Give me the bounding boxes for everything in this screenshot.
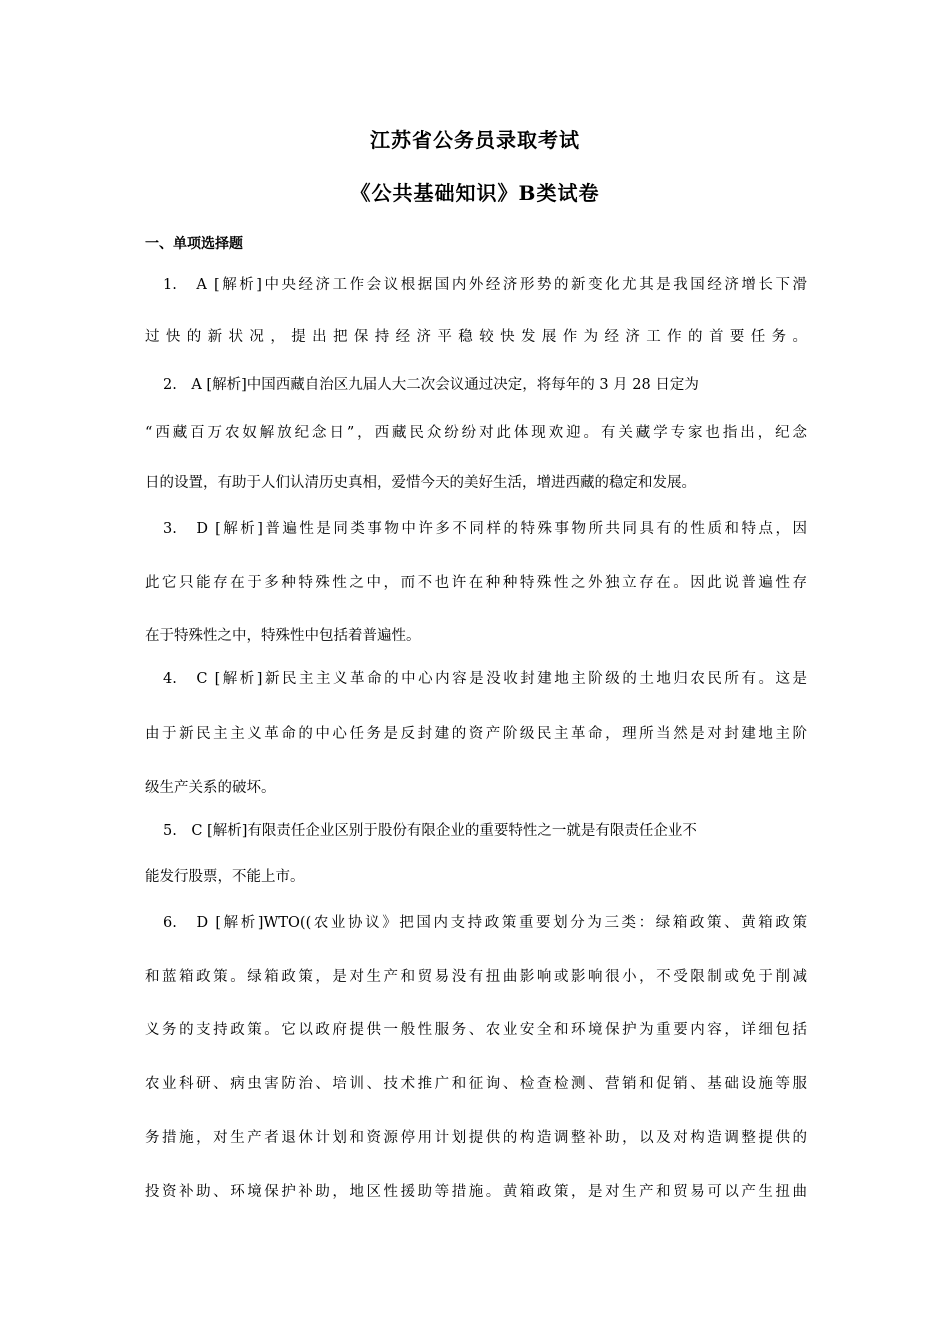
paragraph-line: 务措施，对生产者退休计划和资源停用计划提供的构造调整补助，以及对构造调整提供的 <box>145 1130 807 1146</box>
paragraph-line: 5. C [解析]有限责任企业区别于股份有限企业的重要特性之一就是有限责任企业不 <box>163 823 697 839</box>
paragraph-line: 1. A [解析]中央经济工作会议根据国内外经济形势的新变化尤其是我国经济增长下滑 <box>163 277 807 293</box>
paragraph-line: 3. D [解析]普遍性是同类事物中许多不同样的特殊事物所共同具有的性质和特点，因 <box>163 521 807 537</box>
paragraph-line: 投资补助、环境保护补助，地区性援助等措施。黄箱政策，是对生产和贸易可以产生扭曲 <box>145 1184 807 1200</box>
paragraph-line: 农业科研、病虫害防治、培训、技术推广和征询、检查检测、营销和促销、基础设施等服 <box>145 1076 807 1092</box>
paragraph-line: 2. A [解析]中国西藏自治区九届人大二次会议通过决定，将每年的 3 月 28 日定为 <box>163 377 699 393</box>
paragraph-line: 能发行股票，不能上市。 <box>145 869 305 885</box>
paragraph-line: 义务的支持政策。它以政府提供一般性服务、农业安全和环境保护为重要内容，详细包括 <box>145 1022 807 1038</box>
paragraph-line: 级生产关系的破坏。 <box>145 780 276 796</box>
paragraph-line: 此它只能存在于多种特殊性之中，而不也许在种种特殊性之外独立存在。因此说普遍性存 <box>145 575 807 591</box>
paragraph-line: 由于新民主主义革命的中心任务是反封建的资产阶级民主革命，理所当然是对封建地主阶 <box>145 726 807 742</box>
section-heading: 一、单项选择题 <box>145 236 243 252</box>
paragraph-line: 在于特殊性之中，特殊性中包括着普遍性。 <box>145 628 421 644</box>
paragraph-line: 和蓝箱政策。绿箱政策，是对生产和贸易没有扭曲影响或影响很小，不受限制或免于削减 <box>145 969 807 985</box>
paragraph-line: 4. C [解析]新民主主义革命的中心内容是没收封建地主阶级的土地归农民所有。这是 <box>163 671 807 687</box>
paragraph-line: 过快的新状况，提出把保持经济平稳较快发展作为经济工作的首要任务。 <box>145 329 807 345</box>
document-title: 江苏省公务员录取考试 <box>370 128 580 152</box>
paragraph-line: “西藏百万农奴解放纪念日”，西藏民众纷纷对此体现欢迎。有关藏学专家也指出，纪念 <box>145 425 807 441</box>
document-subtitle: 《公共基础知识》B类试卷 <box>350 181 600 205</box>
paragraph-line: 日的设置，有助于人们认清历史真相，爱惜今天的美好生活，增进西藏的稳定和发展。 <box>145 475 696 491</box>
paragraph-line: 6. D [解析]WTO((农业协议》把国内支持政策重要划分为三类：绿箱政策、黄箱政策 <box>163 915 807 931</box>
